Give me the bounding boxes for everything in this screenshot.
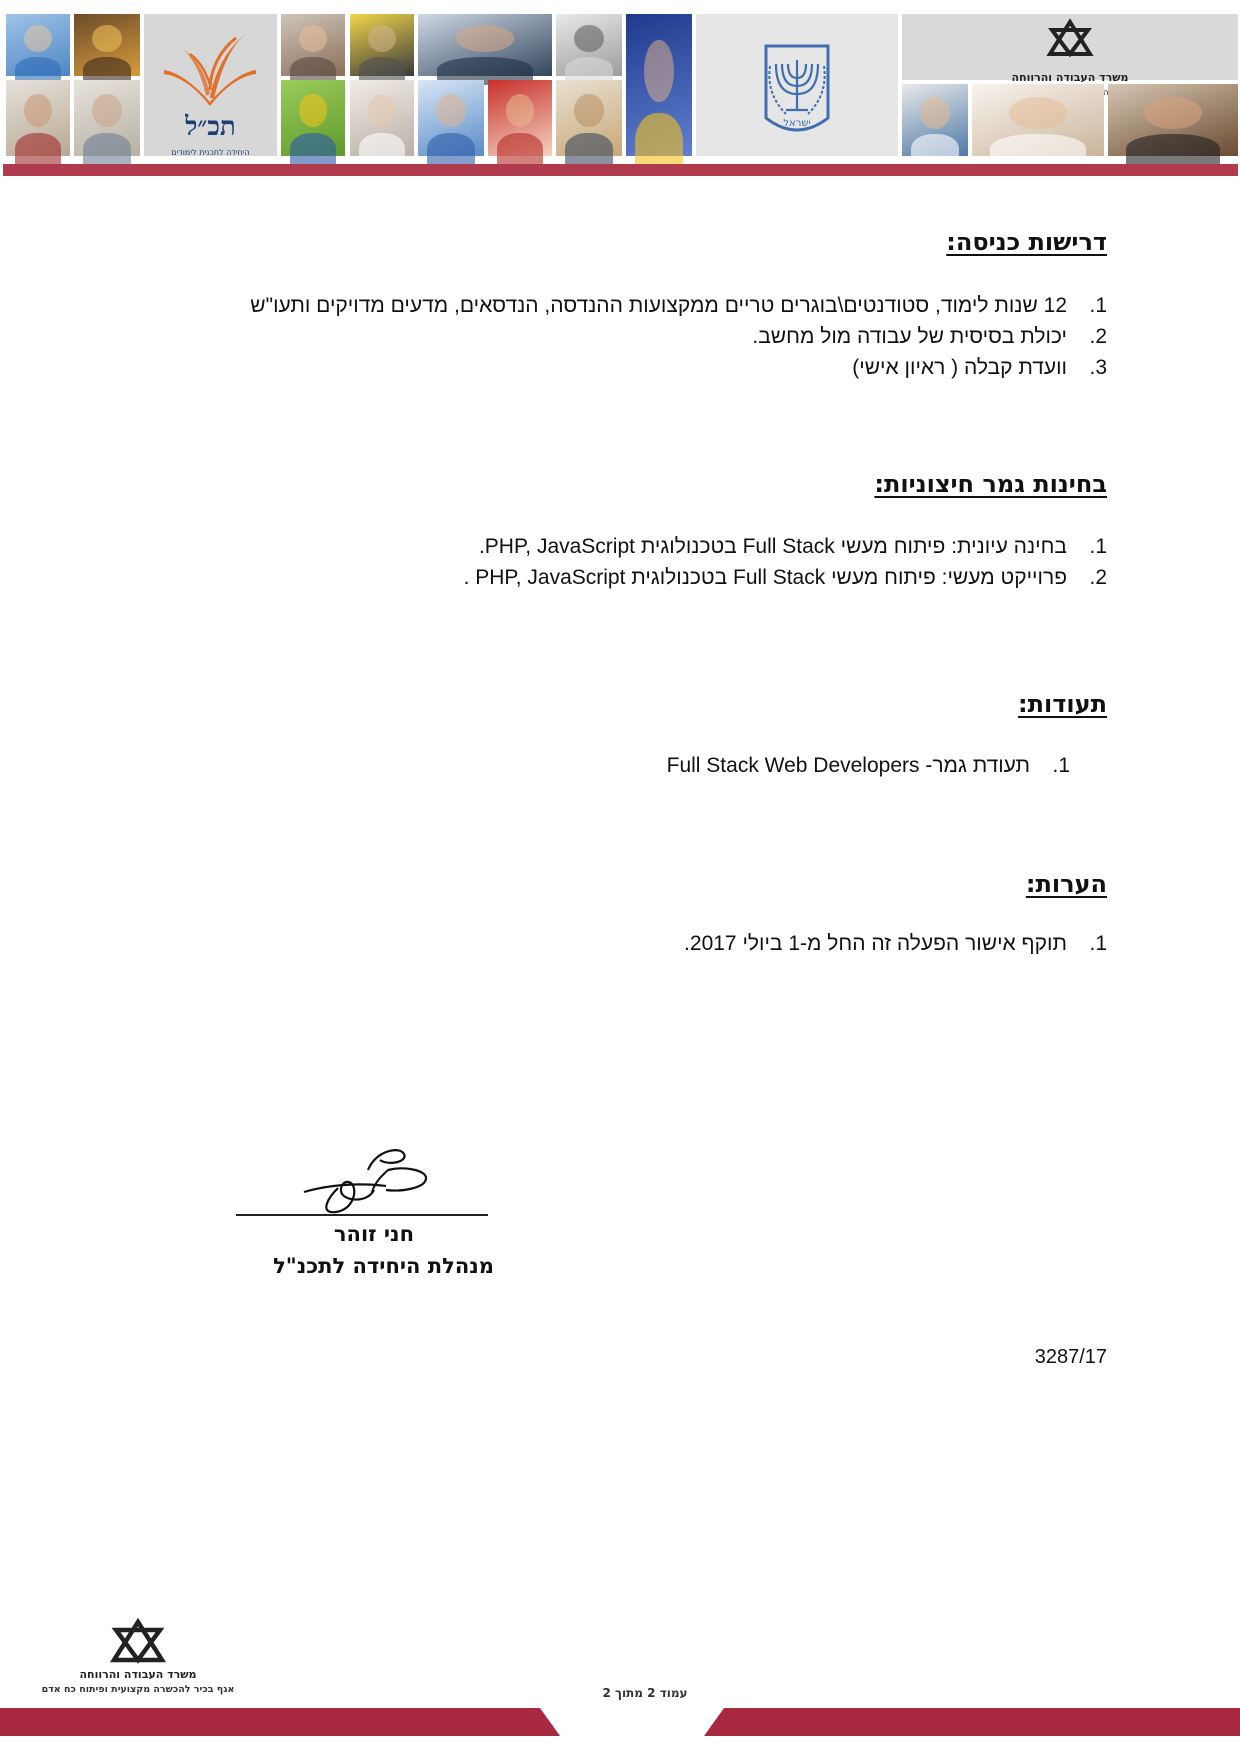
header-photo (74, 80, 140, 156)
list-text: פרוייקט מעשי: פיתוח מעשי Full Stack בטכנולוגית PHP, JavaScript . (463, 566, 1067, 589)
list-number: 1. (1089, 535, 1107, 558)
header-photo (350, 80, 414, 156)
signatory-name: חני זוהר (333, 1222, 414, 1246)
list-text: 12 שנות לימוד, סטודנטים\בוגרים טריים ממקצועות ההנדסה, הנדסאים, מדעים מדויקים ותעו"ש (250, 294, 1067, 317)
header-photo (418, 80, 484, 156)
list-text: בחינה עיונית: פיתוח מעשי Full Stack בטכנולוגית PHP, JavaScript. (478, 535, 1067, 558)
list-text: תוקף אישור הפעלה זה החל מ-1 ביולי 2017. (684, 932, 1067, 955)
footer-color-bar (0, 1708, 560, 1736)
final-exams-list (464, 531, 1107, 593)
list-number: 1. (1052, 754, 1070, 777)
list-item (464, 531, 1107, 562)
entry-requirements-list (250, 290, 1107, 383)
ministry-logo (902, 14, 1238, 84)
certificates-list (667, 750, 1070, 781)
header-photo (488, 80, 552, 156)
emblem-text: ישראל (783, 118, 811, 129)
list-item (250, 290, 1107, 321)
list-item (250, 352, 1107, 383)
menorah-emblem-icon (696, 14, 898, 156)
header-photo (6, 14, 70, 76)
ministry-name: משרד העבודה והרווחה (1011, 71, 1129, 84)
list-text: יכולת בסיסית של עבודה מול מחשב. (752, 325, 1067, 348)
list-text: וועדת קבלה ( ראיון אישי) (852, 356, 1067, 379)
header-photo (626, 14, 692, 156)
list-item (250, 321, 1107, 352)
header-photo (418, 14, 552, 76)
signatory-title: מנהלת היחידה לתכנ"ל (273, 1254, 494, 1278)
tikal-logo (144, 14, 277, 156)
list-number: 1. (1089, 294, 1107, 317)
list-text: תעודת גמר- Full Stack Web Developers (666, 754, 1030, 777)
footer-ministry-subtitle: אגף בכיר להכשרה מקצועית ופיתוח כח אדם (41, 1684, 235, 1695)
header-color-bar (3, 164, 1238, 176)
header-photo (6, 80, 70, 156)
footer-ministry-name: משרד העבודה והרווחה (79, 1668, 197, 1681)
final-exams-heading: בחינות גמר חיצוניות: (874, 470, 1107, 498)
header-photo (556, 14, 622, 76)
header-photo (350, 14, 414, 76)
book-icon (144, 14, 277, 114)
certificates-heading: תעודות: (1018, 690, 1107, 718)
page-indicator: עמוד 2 מתוך 2 (602, 1686, 688, 1700)
list-number: 1. (1089, 932, 1107, 955)
ministry-star-icon (1040, 18, 1100, 58)
reference-number: 3287/17 (1034, 1346, 1107, 1368)
tikal-caption: היחידה לתכנית לימודים (171, 148, 250, 157)
tikal-wordmark: תכ״ל (185, 112, 236, 142)
header-photo (281, 80, 345, 156)
list-number: 2. (1089, 325, 1107, 348)
signature-line (236, 1214, 488, 1216)
handwritten-signature (276, 1130, 436, 1214)
header-photo (74, 14, 140, 76)
header-photo (902, 84, 968, 156)
list-number: 3. (1089, 356, 1107, 379)
list-item (667, 750, 1070, 781)
notes-heading: הערות: (1025, 870, 1107, 898)
header-banner (0, 0, 1240, 180)
state-emblem (696, 14, 898, 156)
notes-list (684, 928, 1107, 959)
list-number: 2. (1089, 566, 1107, 589)
list-item (464, 562, 1107, 593)
header-photo (972, 84, 1104, 156)
list-item (684, 928, 1107, 959)
footer-color-bar (704, 1708, 1240, 1736)
header-photo (1108, 84, 1238, 156)
footer-ministry-star-icon (108, 1618, 168, 1664)
header-photo (281, 14, 345, 76)
entry-requirements-heading: דרישות כניסה: (946, 228, 1107, 256)
header-photo (556, 80, 622, 156)
